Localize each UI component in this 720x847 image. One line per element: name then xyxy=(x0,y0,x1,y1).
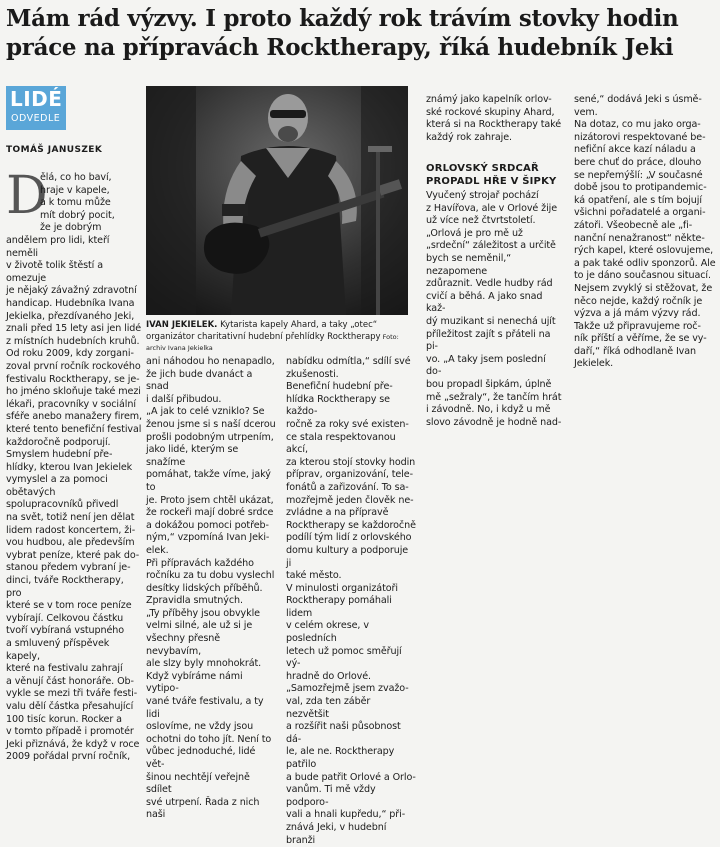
caption-text: Kytarista kapely Ahard, a taky „otec“ organizátor charitativní hudební přehlídky Rocktherapy xyxy=(146,320,381,342)
rubric-title: LIDÉ xyxy=(10,87,63,111)
column-5: sené,“ dodává Jeki s úsmě- vem. Na dotaz, co mu jako orga- nizátorovi respektované be- nefiční akce kazí náladu a bere chuť do práce, dlouho se nepřemýšlí: „V současné době jsou to protipandemic- ká opatření, ale s tím bojují všichni pořadatelé a organi- zátoři. Všeobecně ale „fi- nanční nenažranost“ někte- rých kapel, které oslovujeme, a pak také odliv sponzorů. Ale to je dáno současnou situací. Nejsem zvyklý si stěžovat, že něco nejde, každý ročník je výzva a já mám výzvy rád. Takže už připravujeme roč- ník příští a věříme, že se vy- daří,“ říká odhodlaně Ivan Jekielek. xyxy=(574,94,716,370)
column-3: nabídku odmítla,“ sdílí své zkušenosti. Benefiční hudební pře- hlídka Rocktherapy se každo- ročně za roky své existen- ce stala respektovanou akcí, za kterou stojí stovky hodin příprav, organizování, tele- fonátů a zařizování. To sa- mozřejmě jeden člověk ne- zvládne a na přípravě Rocktherapy se každoročně podílí tým lidí z orlovského domu kultury a podporuje ji také město. V minulosti organizátoři Rocktherapy pomáhali lidem v celém okrese, v posledních letech už pomoc směřují vý- hradně do Orlové. „Samozřejmě jsem zvažo- val, zda ten záběr nezvětšit a rozšířit naši působnost dá- le, ale ne. Rocktherapy patřilo a bude patřit Orlové a Orlo- vanům. Ti mě vždy podporo- vali a hnali kupředu,“ při- znává Jeki, v hudební branži xyxy=(286,356,416,846)
musician-photo xyxy=(146,86,408,315)
drop-cap: D xyxy=(6,166,48,226)
column-2: ani náhodou ho nenapadlo, že jich bude dvanáct a snad i další přibudou. „A jak to celé vzniklo? Se ženou jsme si s naší dcerou prošli podobným utrpením, jako lidé, kterým se snažíme pomáhat, takže víme, jaký to je. Proto jsem chtěl ukázat, že rockeři mají dobré srdce a dokážou pomoci potřeb- ným,“ vzpomíná Ivan Jeki- elek. Při přípravách každého ročníku za tu dobu vyslechl desítky lidských příběhů. Zpravidla smutných. „Ty příběhy jsou obvykle velmi silné, ale už si je všechny přesně nevybavím, ale slzy byly mnohokrát. Když vybíráme námi vytipo- vané tváře festivalu, a ty lidi oslovíme, ne vždy jsou ochotni do toho jít. Není to vůbec jednoduché, lidé vět- šinou nechtějí veřejně sdílet své utrpení. Řada z nich naši xyxy=(146,356,276,821)
section-rubric xyxy=(6,86,66,130)
column-1-body: andělem pro lidi, kteří neměli v životě tolik štěstí a omezuje je nějaký závažný zdravotní handicap. Hudebníka Ivana Jekielka, přezdívaného Jeki, znali před 15 lety asi jen lidé z místních hudebních kruhů. Od roku 2009, kdy zorgani- zoval první ročník rockového festivalu Rocktherapy, se je- ho jméno skloňuje také mezi lékaři, pracovníky v sociální sféře anebo manažery firem, které tento benefiční festival každoročně podporují. Smyslem hudební pře- hlídky, kterou Ivan Jekielek vymyslel a za pomoci obětavých spolupracovníků přivedl na svět, totiž není jen dělat lidem radost koncertem, ži- vou hudbou, ale především vybrat peníze, které pak do- stanou předem vybraní je- dinci, tváře Rocktherapy, pro které se v tom roce peníze vybírají. Celkovou částku tvoří vybíraná vstupného a smluvený příspěvek kapely, které na festivalu zahrají a věnují část honoráře. Ob- vykle se mezi tři tváře festi- valu dělí částka přesahující 100 tisíc korun. Rocker a v tomto případě i promotér Jeki přiznává, že když v roce 2009 pořádal první ročník, xyxy=(6,235,143,763)
column-4-body: Vyučený strojař pochází z Havířova, ale v Orlové žije už více než čtvrtstoletí. „Orlová je pro mě už „srdeční“ záležitost a určitě bych se neměnil,“ nezapomene zdůraznit. Vedle hudby rád cvičí a běhá. A jako snad kaž- dý muzikant si nenechá ujít příležitost zajít s přáteli na pi- vo. „A taky jsem poslední do- bou propadl šipkám, úplně mě „sežraly“, že tančím hrát i závodně. No, i když u mě slovo závodně je hodně nad- xyxy=(426,190,562,428)
rubric-subtitle: ODVEDLE xyxy=(11,113,61,124)
photo-caption xyxy=(146,320,416,355)
headline: Mám rád výzvy. I proto každý rok trávím stovky hodin práce na přípravách Rocktherapy, říká hudebník Jeki xyxy=(6,5,679,61)
caption-credit: Foto: archiv Ivana Jekielka xyxy=(146,332,399,352)
caption-lead: IVAN JEKIELEK. xyxy=(146,320,218,330)
section-subhead: ORLOVSKÝ SRDCAŘ PROPADL HŘE V ŠIPKY xyxy=(426,163,557,187)
author-byline: TOMÁŠ JANUSZEK xyxy=(6,145,103,155)
column-4-top: známý jako kapelník orlov- ské rockové skupiny Ahard, která si na Rocktherapy také každý rok zahraje. xyxy=(426,94,562,143)
column-1-intro: ělá, co ho baví, hraje v kapele, a k tomu může mít dobrý pocit, že je dobrým xyxy=(40,172,115,234)
photo-illustration xyxy=(146,86,408,315)
